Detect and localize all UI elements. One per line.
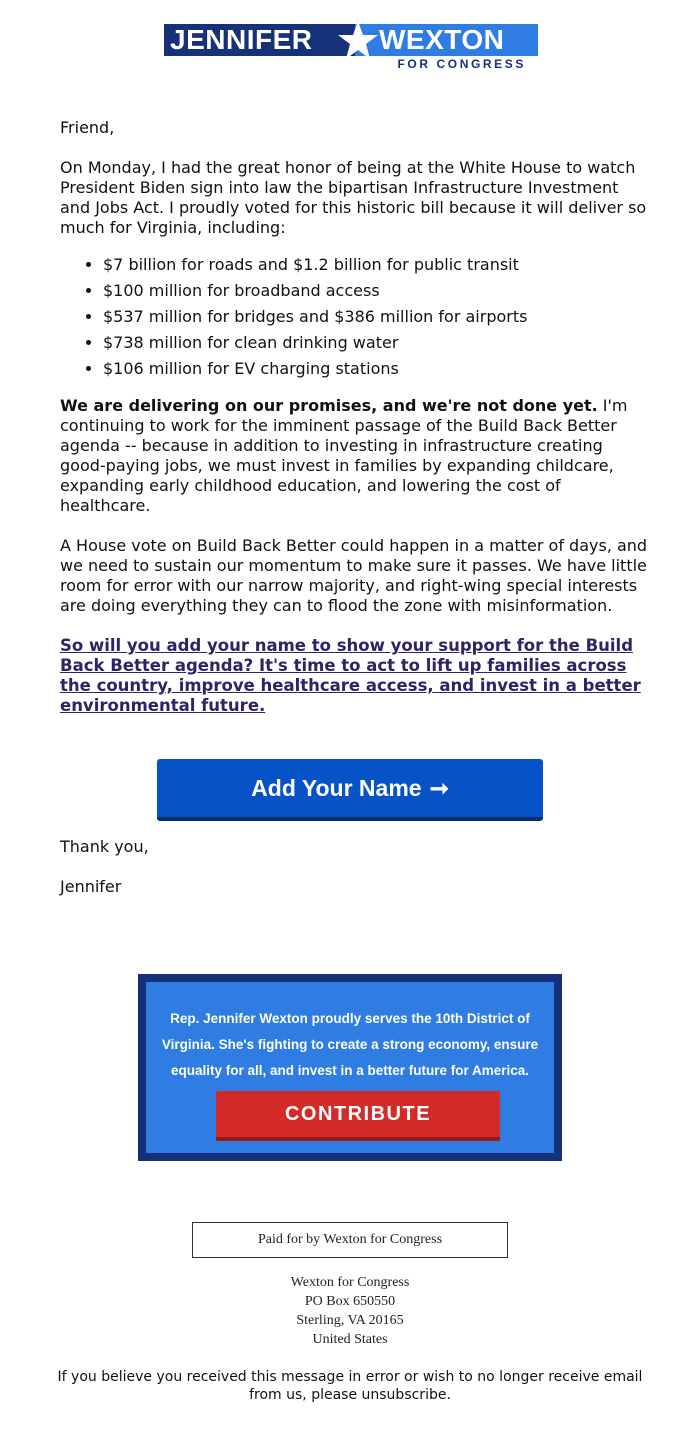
cta-link[interactable]: So will you add your name to show your support for the Build Back Better agenda? It's time to act to lift up families across the country, improve healthcare access, and invest in a better environmental future. — [60, 636, 641, 715]
address-line: Sterling, VA 20165 — [296, 1313, 404, 1328]
add-your-name-label: Add Your Name — [251, 775, 422, 801]
promise-paragraph — [60, 396, 650, 516]
address-line: Wexton for Congress — [290, 1275, 410, 1290]
logo-last-name: WEXTON — [379, 24, 505, 55]
add-your-name-button[interactable] — [157, 759, 543, 821]
star-icon — [337, 20, 379, 60]
contribute-button[interactable]: CONTRIBUTE — [216, 1091, 500, 1141]
letter-body — [60, 118, 650, 716]
list-item: • $7 billion for roads and $1.2 billion for public transit — [103, 252, 650, 278]
address-line: PO Box 650550 — [304, 1294, 396, 1309]
arrow-right-icon: ➞ — [429, 775, 449, 801]
promise-bold: We are delivering on our promises, and we're not done yet. — [60, 396, 598, 415]
signature: Jennifer — [60, 877, 122, 896]
paid-for-disclaimer: Paid for by Wexton for Congress — [192, 1222, 508, 1258]
list-item: • $100 million for broadband access — [103, 278, 650, 304]
unsubscribe-text: If you believe you received this message in error or wish to no longer receive email from us, please unsubscribe. — [57, 1369, 643, 1403]
campaign-logo — [164, 24, 538, 72]
intro-paragraph: On Monday, I had the great honor of being at the White House to watch President Biden sign into law the bipartisan Infrastructure Investment and Jobs Act. I proudly voted for this historic bill because it will deliver so much for Virginia, including: — [60, 158, 647, 237]
promise-rest: I'm continuing to work for the imminent passage of the Build Back Better agenda -- because in addition to investing in infrastructure creating good-paying jobs, we must invest in families by expanding childcare, expanding early childhood education, and lowering the cost of healthcare. — [60, 396, 628, 515]
list-item: • $537 million for bridges and $386 million for airports — [103, 304, 650, 330]
funding-list — [60, 252, 650, 382]
logo-tagline: FOR CONGRESS — [397, 57, 526, 71]
list-item: • $738 million for clean drinking water — [103, 330, 650, 356]
address-line: United States — [312, 1332, 388, 1347]
bio-text: Rep. Jennifer Wexton proudly serves the 10th District of Virginia. She's fighting to create a strong economy, ensure equality for all, and invest in a better future for America. — [161, 1011, 539, 1078]
closing: Thank you, — [60, 837, 149, 856]
logo-first-name: JENNIFER — [170, 24, 313, 55]
bio-inner — [146, 982, 554, 1153]
mailing-address — [0, 1273, 700, 1349]
list-item: • $106 million for EV charging stations — [103, 356, 650, 382]
bio-box — [138, 974, 562, 1161]
greeting: Friend, — [60, 118, 115, 137]
vote-paragraph: A House vote on Build Back Better could happen in a matter of days, and we need to sustain our momentum to make sure it passes. We have little room for error with our narrow majority, and right-wing special interests are doing everything they can to flood the zone with misinformation. — [60, 536, 648, 615]
